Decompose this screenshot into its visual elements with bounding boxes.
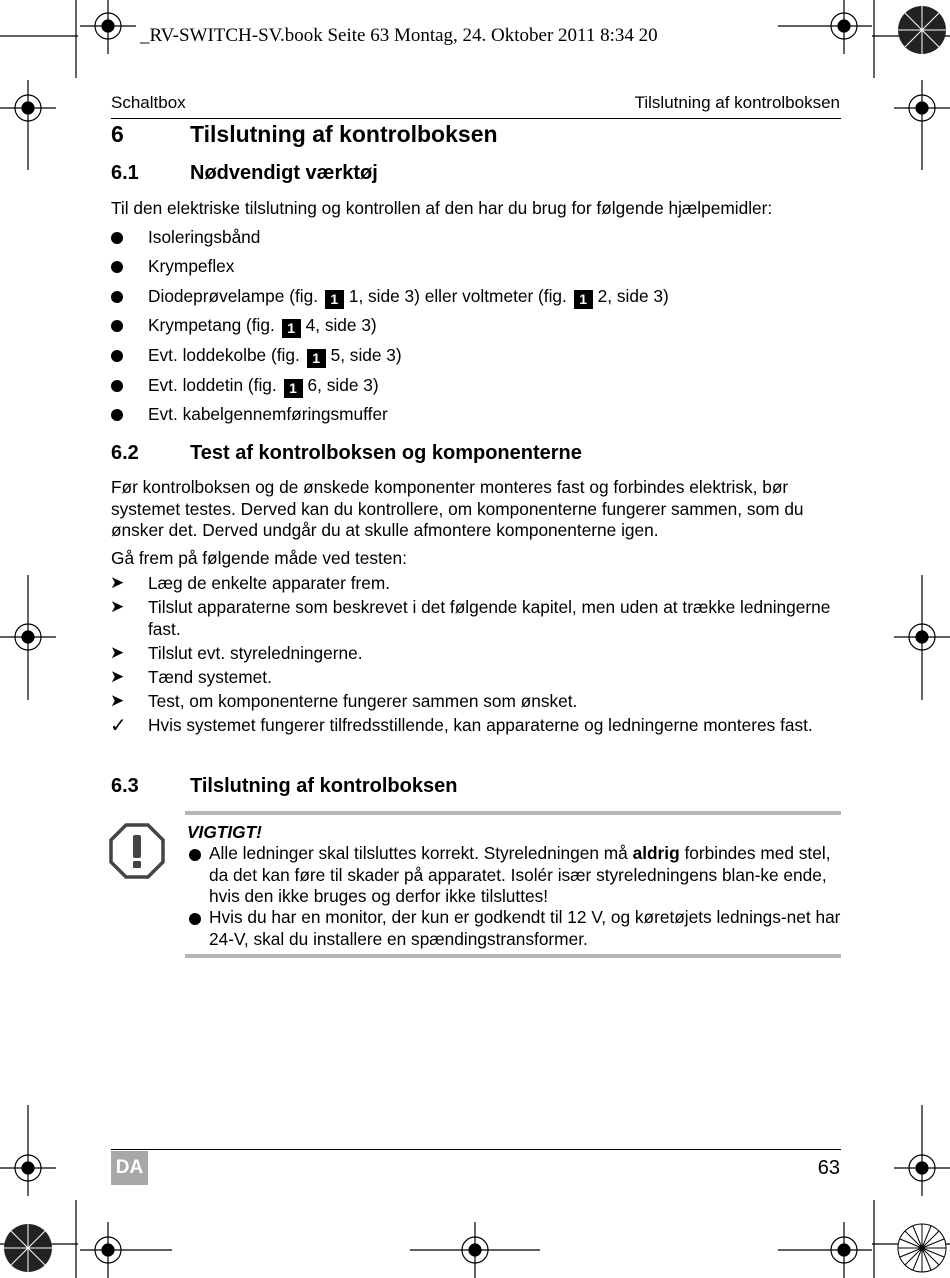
warning-title: VIGTIGT! bbox=[187, 822, 262, 842]
step-item: Tænd systemet. bbox=[148, 667, 272, 687]
tool-list-item: Evt. kabelgennemføringsmuffer bbox=[148, 404, 388, 424]
header-rule bbox=[111, 118, 841, 119]
footer-rule bbox=[111, 1149, 841, 1150]
steps-intro: Gå frem på følgende måde ved testen: bbox=[111, 548, 407, 568]
section-6-1-intro: Til den elektriske tilslutning og kontrollen af den har du brug for følgende hjælpemidler: bbox=[111, 198, 773, 218]
bullet-dot-icon bbox=[111, 350, 123, 362]
item-text-part: 2, side 3) bbox=[597, 286, 669, 306]
section-6-3-number: 6.3 bbox=[111, 775, 139, 797]
figure-ref-badge: 1 bbox=[282, 319, 301, 338]
item-text-part: Diodeprøvelampe (fig. bbox=[148, 286, 319, 306]
page-number: 63 bbox=[817, 1157, 840, 1179]
running-header-right: Tilslutning af kontrolboksen bbox=[634, 93, 840, 112]
section-6-3-title: Tilslutning af kontrolboksen bbox=[190, 775, 458, 797]
item-text-part: Evt. loddekolbe (fig. bbox=[148, 345, 300, 365]
bullet-dot-icon bbox=[111, 291, 123, 303]
item-text-part: 6, side 3) bbox=[307, 375, 379, 395]
bullet-dot-icon bbox=[111, 409, 123, 421]
item-text-part: 1, side 3) eller voltmeter (fig. bbox=[348, 286, 567, 306]
section-6-title: Tilslutning af kontrolboksen bbox=[190, 121, 498, 147]
arrow-step-icon: ➤ bbox=[110, 667, 125, 686]
bullet-dot-icon bbox=[111, 261, 123, 273]
step-item: Test, om komponenterne fungerer sammen som ønsket. bbox=[148, 691, 578, 711]
arrow-step-icon: ➤ bbox=[110, 597, 125, 616]
arrow-step-icon: ➤ bbox=[110, 691, 125, 710]
warning-item: Hvis du har en monitor, der kun er godkendt til 12 V, og køretøjets lednings-net har 24-V, skal du installere en spændingstransformer. bbox=[209, 907, 841, 949]
section-6-2-paragraph: Før kontrolboksen og de ønskede komponenter monteres fast og forbindes elektrisk, bør systemet testes. Derved kan du kontrollere, om komponenterne fungerer sammen, som du ønsker det. Derved undgår du at skulle afmontere komponenterne igen. bbox=[111, 477, 804, 540]
result-item: Hvis systemet fungerer tilfredsstillende, kan apparaterne og ledningerne monteres fast. bbox=[148, 715, 813, 735]
warning-text-part: forbindes med stel, da det kan føre til skader på apparatet. Isolér især styreledningens blan-ke ende, hvis den ikke bruges og derfor ikke tilsluttes! bbox=[209, 843, 831, 906]
tool-list-item bbox=[148, 315, 377, 338]
tool-list-item bbox=[148, 375, 379, 398]
section-6-2-number: 6.2 bbox=[111, 442, 139, 464]
warning-box-top-rule bbox=[185, 811, 841, 815]
bullet-dot-icon bbox=[111, 232, 123, 244]
step-item: Tilslut evt. styreledningerne. bbox=[148, 643, 363, 663]
warning-box-bottom-rule bbox=[185, 954, 841, 958]
tool-list-item: Krympeflex bbox=[148, 256, 235, 276]
warning-text-part: Alle ledninger skal tilsluttes korrekt. Styreledningen må bbox=[209, 843, 633, 863]
bullet-dot-icon bbox=[189, 913, 201, 925]
item-text-part: Krympetang (fig. bbox=[148, 315, 275, 335]
figure-ref-badge: 1 bbox=[284, 379, 303, 398]
figure-ref-badge: 1 bbox=[574, 290, 593, 309]
checkmark-result-icon: ✓ bbox=[110, 715, 127, 737]
print-slug-header: _RV-SWITCH-SV.book Seite 63 Montag, 24. Oktober 2011 8:34 20 bbox=[140, 25, 658, 46]
item-text-part: Evt. loddetin (fig. bbox=[148, 375, 277, 395]
bullet-dot-icon bbox=[111, 380, 123, 392]
arrow-step-icon: ➤ bbox=[110, 643, 125, 662]
exclamation-octagon-icon bbox=[109, 823, 165, 879]
figure-ref-badge: 1 bbox=[325, 290, 344, 309]
arrow-step-icon: ➤ bbox=[110, 573, 125, 592]
section-6-1-title: Nødvendigt værktøj bbox=[190, 162, 378, 184]
section-6-1-number: 6.1 bbox=[111, 162, 139, 184]
item-text-part: 5, side 3) bbox=[330, 345, 402, 365]
bullet-dot-icon bbox=[189, 849, 201, 861]
warning-item bbox=[209, 843, 843, 908]
section-6-number: 6 bbox=[111, 121, 124, 147]
tool-list-item: Isoleringsbånd bbox=[148, 227, 261, 247]
section-6-2-title: Test af kontrolboksen og komponenterne bbox=[190, 442, 582, 464]
tool-list-item bbox=[148, 286, 669, 309]
figure-ref-badge: 1 bbox=[307, 349, 326, 368]
bullet-dot-icon bbox=[111, 320, 123, 332]
step-item: Tilslut apparaterne som beskrevet i det følgende kapitel, men uden at trække ledningerne fast. bbox=[148, 597, 831, 639]
item-text-part: 4, side 3) bbox=[305, 315, 377, 335]
tool-list-item bbox=[148, 345, 402, 368]
running-header-left: Schaltbox bbox=[111, 93, 186, 112]
language-badge: DA bbox=[111, 1151, 148, 1185]
warning-emphasis: aldrig bbox=[632, 843, 680, 863]
step-item: Læg de enkelte apparater frem. bbox=[148, 573, 391, 593]
